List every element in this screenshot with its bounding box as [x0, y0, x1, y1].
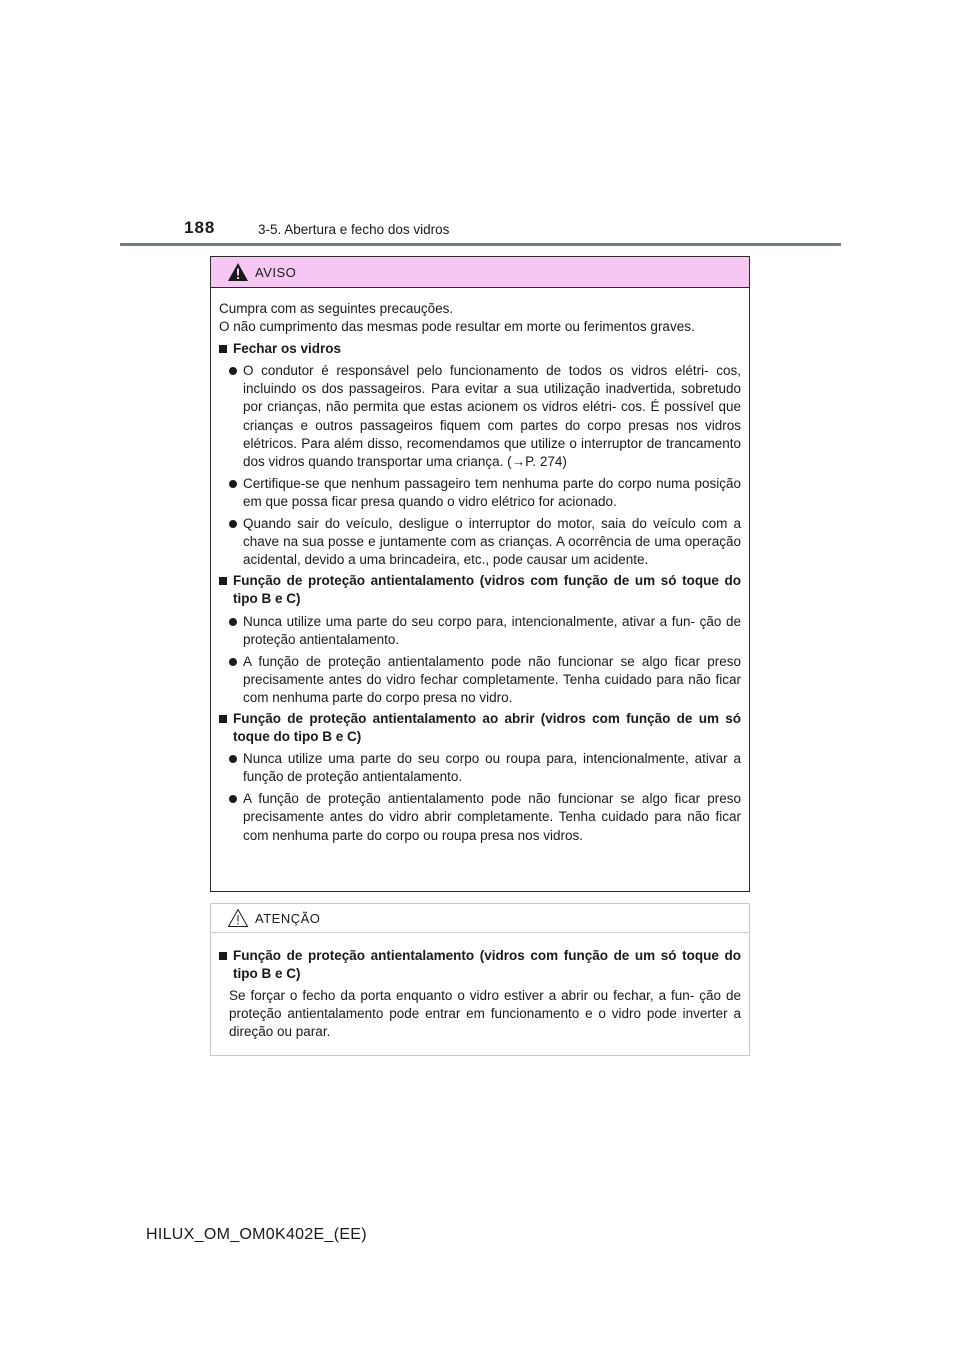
caution-box-header — [211, 904, 749, 933]
list-item — [229, 750, 741, 786]
list-item — [229, 613, 741, 649]
square-bullet-icon — [219, 952, 229, 960]
round-bullet-icon — [229, 755, 241, 786]
list-item — [229, 790, 741, 844]
group-title-text: Função de proteção antientalamento (vidros com função de um só toque do tipo B e C) — [233, 948, 741, 982]
caution-text: Se forçar o fecho da porta enquanto o vidro estiver a abrir ou fechar, a fun- ção de proteção antientalamento pode entrar em funcionamento e o vidro pode inverter a direção ou parar. — [229, 988, 741, 1040]
warning-group-jam-protection-closing — [219, 572, 741, 707]
group-title-text: Fechar os vidros — [233, 341, 342, 357]
square-bullet-icon — [219, 715, 229, 723]
list-item-text: A função de proteção antientalamento pode não funcionar se algo ficar preso precisamente antes do vidro abrir completamente. Tenha cuidado para não ficar com nenhuma parte do corpo ou roupa presa nos vidros. — [243, 791, 741, 843]
list-item-text: Nunca utilize uma parte do seu corpo para, intencionalmente, ativar a fun- ção de proteção antientalamento. — [243, 613, 741, 647]
list-item — [229, 653, 741, 707]
warning-label: AVISO — [255, 264, 297, 280]
group-title — [219, 340, 741, 358]
group-title-text: Função de proteção antientalamento ao abrir (vidros com função de um só toque do tipo B e C) — [233, 710, 741, 745]
warning-intro-line-1: Cumpra com as seguintes precauções. — [219, 301, 454, 316]
round-bullet-icon — [229, 520, 241, 569]
group-title — [219, 947, 741, 983]
list-item-text: Certifique-se que nenhum passageiro tem nenhuma parte do corpo numa posição em que possa ficar presa quando o vidro elétrico for acionado. — [243, 475, 741, 509]
list-item — [229, 362, 741, 471]
warning-group-jam-protection-opening — [219, 710, 741, 845]
list-item-text: A função de proteção antientalamento pode não funcionar se algo ficar preso precisamente antes do vidro fechar completamente. Tenha cuidado para não ficar com nenhuma parte do corpo presa no vidro. — [243, 653, 741, 705]
warning-group-closing-windows — [219, 340, 741, 569]
list-item — [229, 475, 741, 511]
warning-box — [210, 256, 750, 892]
group-title — [219, 710, 741, 746]
round-bullet-icon — [229, 480, 241, 511]
round-bullet-icon — [229, 367, 241, 471]
caution-label: ATENÇÃO — [255, 910, 321, 926]
section-title: 3-5. Abertura e fecho dos vidros — [258, 222, 450, 237]
square-bullet-icon — [219, 345, 229, 353]
list-item — [229, 515, 741, 569]
warning-triangle-filled-icon — [227, 262, 249, 282]
caution-body — [211, 933, 749, 1041]
warning-box-header — [211, 257, 749, 288]
round-bullet-icon — [229, 795, 241, 844]
warning-intro-line-2: O não cumprimento das mesmas pode resultar em morte ou ferimentos graves. — [219, 319, 695, 335]
list-item-text: O condutor é responsável pelo funcionamento de todos os vidros elétri- cos, incluindo os dos passageiros. Para evitar a sua utilização inadvertida, sobretudo por crianças, não permita que estas acionem os vidros elétri- cos. É possível que crianças e outros passageiros fiquem com partes do corpo presas nos vidros elétricos. Para além disso, recomendamos que utilize o interruptor de trancamento dos vidros quando transportar uma criança. (→P. 274) — [243, 363, 741, 469]
round-bullet-icon — [229, 658, 241, 707]
page-number: 188 — [184, 218, 216, 237]
group-title — [219, 572, 741, 608]
square-bullet-icon — [219, 577, 229, 585]
document-code: HILUX_OM_OM0K402E_(EE) — [146, 1226, 367, 1243]
warning-body — [211, 288, 749, 845]
list-item-text: Nunca utilize uma parte do seu corpo ou roupa para, intencionalmente, ativar a função de proteção antientalamento. — [243, 751, 741, 785]
group-title-text: Função de proteção antientalamento (vidros com função de um só toque do tipo B e C) — [233, 573, 741, 607]
list-item-text: Quando sair do veículo, desligue o interruptor do motor, saia do veículo com a chave na sua posse e juntamente com as crianças. A ocorrência de uma operação acidental, devido a uma brincadeira, etc., pode causar um acidente. — [243, 516, 741, 568]
header-rule — [120, 243, 841, 246]
caution-box — [210, 903, 750, 1056]
warning-intro — [219, 300, 741, 336]
round-bullet-icon — [229, 618, 241, 649]
warning-triangle-outline-icon — [227, 908, 249, 928]
